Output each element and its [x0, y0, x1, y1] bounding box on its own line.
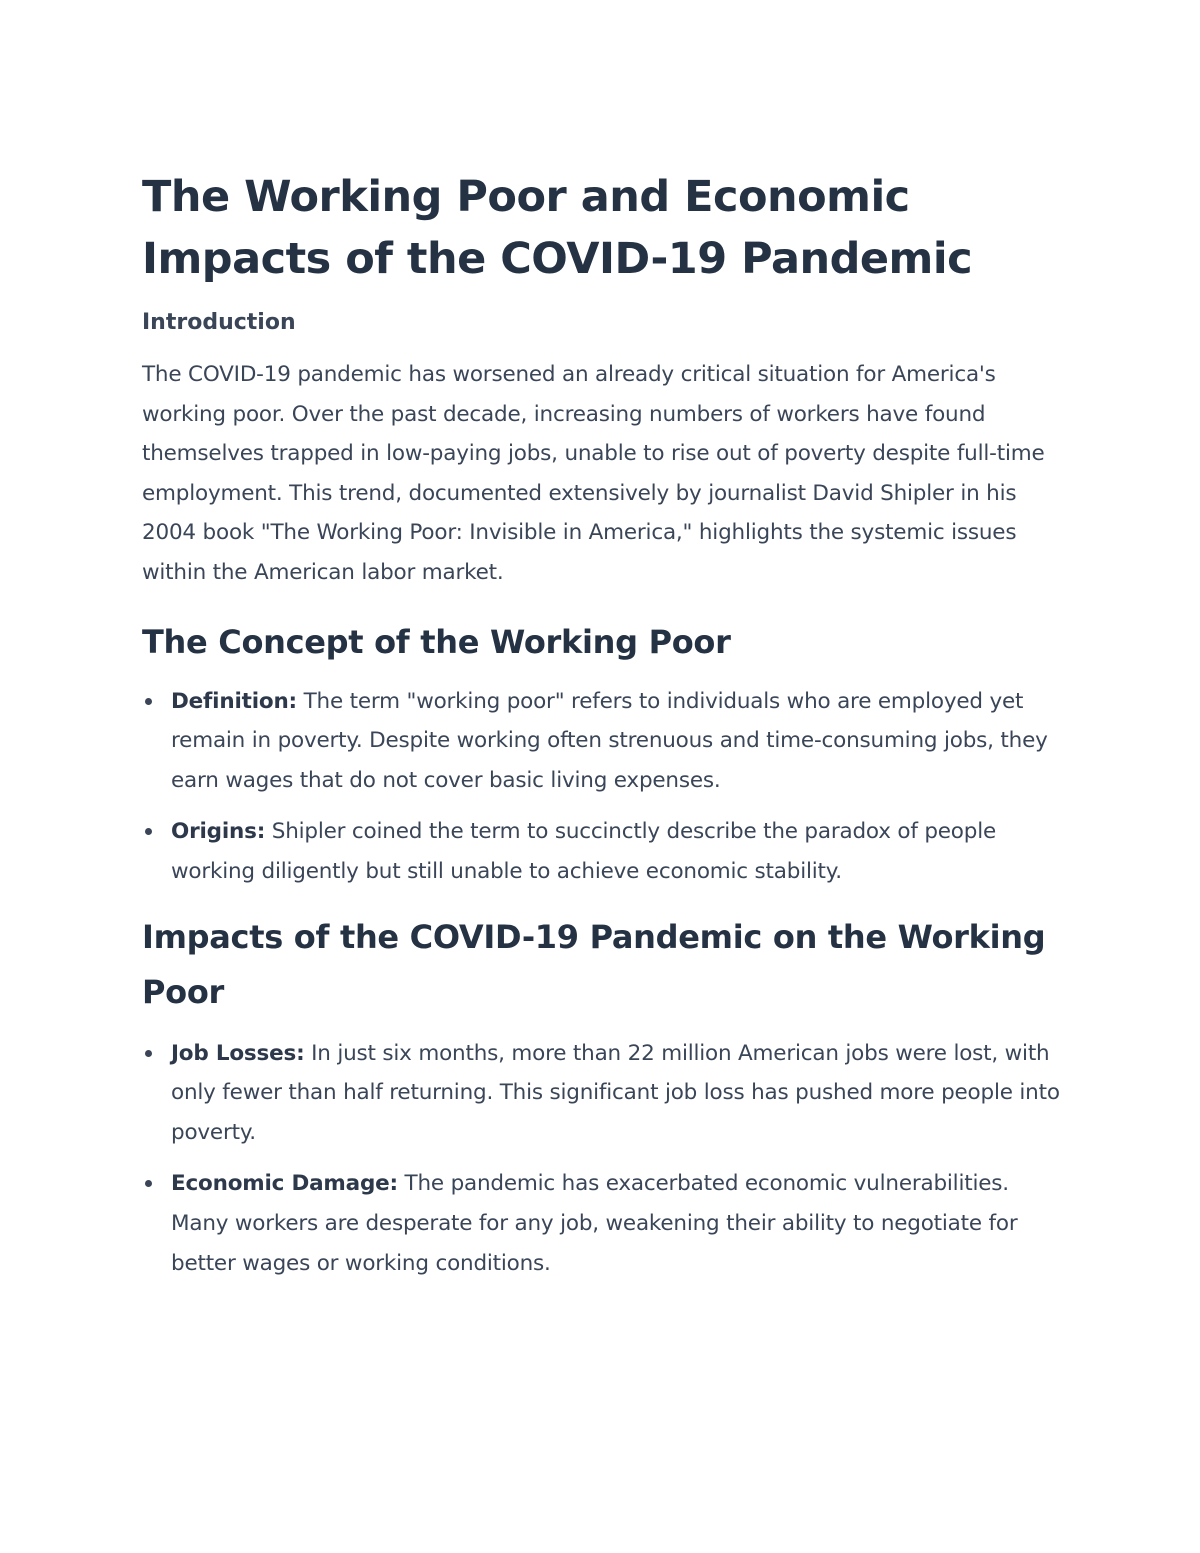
- list-item-term: Origins:: [171, 819, 266, 845]
- list-item-term: Economic Damage:: [171, 1171, 398, 1197]
- list-item-definition: [142, 682, 1062, 801]
- section-heading-concept: The Concept of the Working Poor: [142, 622, 731, 661]
- intro-heading: Introduction: [142, 310, 296, 335]
- list-item-text: In just six months, more than 22 million American jobs were lost, with only fewer than half returning. This significant job loss has pushed more people into poverty.: [171, 1040, 1060, 1145]
- list-item-economic-damage: [142, 1164, 1062, 1283]
- list-item-term: Definition:: [171, 688, 297, 714]
- bullet-icon: [145, 828, 152, 835]
- list-item-text: The term "working poor" refers to individuals who are employed yet remain in poverty. Despite working often strenuous and time-consuming jobs, they earn wages that do not cover basic living expenses.: [171, 688, 1048, 793]
- document-title: The Working Poor and Economic Impacts of the COVID-19 Pandemic: [142, 172, 973, 284]
- bullet-icon: [145, 1050, 152, 1057]
- concept-list: [142, 682, 1062, 892]
- list-item-term: Job Losses:: [171, 1040, 305, 1066]
- bullet-icon: [145, 1180, 152, 1187]
- list-item-text: The pandemic has exacerbated economic vulnerabilities. Many workers are desperate for any job, weakening their ability to negotiate for better wages or working conditions.: [171, 1171, 1018, 1276]
- list-item-job-losses: [142, 1034, 1062, 1153]
- section-heading-impacts: Impacts of the COVID-19 Pandemic on the Working Poor: [142, 917, 1046, 1011]
- impacts-list: [142, 1034, 1062, 1284]
- document-page: [142, 166, 1062, 1283]
- list-item-origins: [142, 812, 1062, 891]
- intro-paragraph: The COVID-19 pandemic has worsened an already critical situation for America's working poor. Over the past decade, increasing numbers of workers have found themselves trapped in low-paying jobs, unable to rise out of poverty despite full-time employment. This trend, documented extensively by journalist David Shipler in his 2004 book "The Working Poor: Invisible in America," highlights the systemic issues within the American labor market.: [142, 362, 1045, 585]
- list-item-text: Shipler coined the term to succinctly describe the paradox of people working diligently but still unable to achieve economic stability.: [171, 819, 997, 884]
- bullet-icon: [145, 698, 152, 705]
